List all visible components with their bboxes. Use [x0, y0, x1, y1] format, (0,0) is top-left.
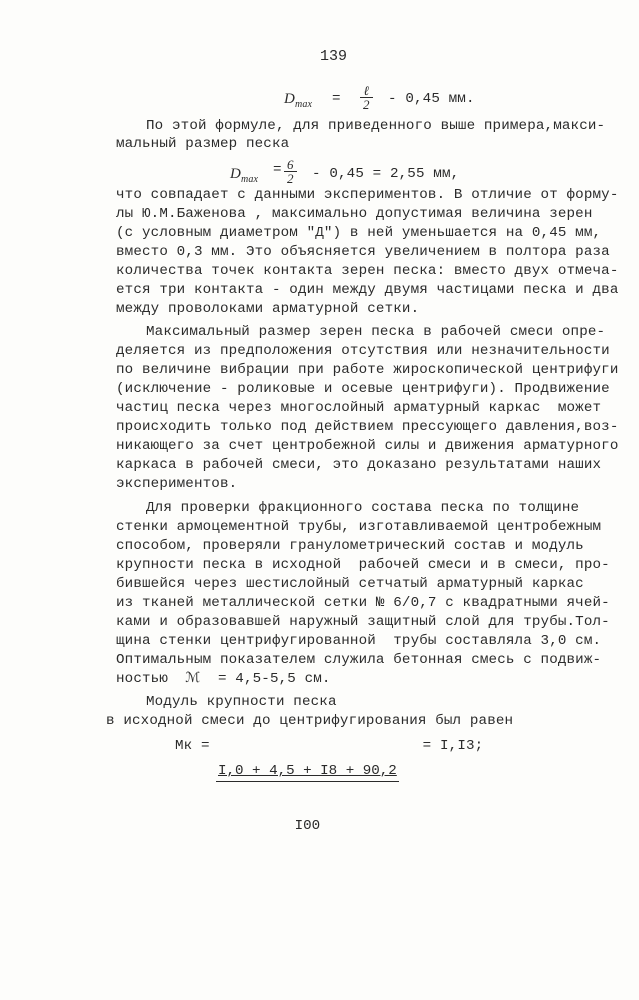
formula2-fraction: $\frac{6}{2}$ — [284, 158, 297, 185]
formula2-eq: = — [273, 162, 282, 178]
formula3-denominator: I00 — [294, 818, 321, 834]
para3-line-9: экспериментов. — [116, 476, 238, 492]
para5-line-1: Модуль крупности песка — [146, 694, 337, 710]
para2-line-4: вместо 0,3 мм. Это объясняется увеличением в полтора раза — [116, 244, 610, 260]
para4-line-7: ками и образовавшей наружный защитный слой для трубы.Тол- — [116, 614, 610, 630]
para2-line-6: ется три контакта - один между двумя частицами песка и два — [116, 282, 619, 298]
para3-line-7: никающего за счет центробежной силы и движения арматурного — [116, 438, 619, 454]
para1-line-1: По этой формуле, для приведенного выше примера,макси- — [146, 118, 606, 134]
para4-line-6: из тканей металлической сетки № 6/0,7 с квадратными ячей- — [116, 595, 610, 611]
formula2-lhs: $D_{max}$ — [230, 166, 259, 185]
para3-line-4: (исключение - роликовые и осевые центрифуги). Продвижение — [116, 381, 610, 397]
formula1-fraction: ℓ 2 — [360, 84, 373, 111]
para4-line-5: бившейся через шестислойный сетчатый арматурный каркас — [116, 576, 584, 592]
formula3-lhs: Мк = — [175, 738, 219, 754]
para3-line-1: Максимальный размер зерен песка в рабочей смеси опре- — [146, 324, 606, 340]
para2-line-5: количества точек контакта зерен песка: вместо двух отмеча- — [116, 263, 619, 279]
para3-line-3: по величине вибрации при работе жироскопической центрифуги — [116, 362, 619, 378]
para4-line-1: Для проверки фракционного состава песка по толщине — [146, 500, 580, 516]
para3-line-8: каркаса в рабочей смеси, это доказано результатами наших — [116, 457, 602, 473]
formula3-fraction — [216, 729, 399, 869]
para4-line-10: ностью ℳ = 4,5-5,5 см. — [116, 671, 331, 687]
formula3-numerator: I,0 + 4,5 + I8 + 90,2 — [216, 763, 399, 782]
para4-line-9: Оптимальным показателем служила бетонная смесь с подвиж- — [116, 652, 602, 668]
formula1-lhs: $D_{max}$ — [284, 91, 313, 110]
para3-line-6: происходить только под действием прессующего давления,воз- — [116, 419, 619, 435]
formula1-eq: = — [332, 91, 341, 107]
para3-line-2: деляется из предположения отсутствия или незначительности — [116, 343, 610, 359]
para2-line-7: между проволоками арматурной сетки. — [116, 301, 420, 317]
page-number: 139 — [320, 48, 348, 65]
para4-line-4: крупности песка в исходной рабочей смеси и в смеси, про- — [116, 557, 610, 573]
para1-line-2: мальный размер песка — [116, 136, 290, 152]
para5-line-2: в исходной смеси до центрифугирования был равен — [106, 713, 514, 729]
para2-line-2: лы Ю.М.Баженова , максимально допустимая величина зерен — [116, 206, 593, 222]
para2-line-1: что совпадает с данными экспериментов. В отличие от форму- — [116, 187, 619, 203]
para4-line-2: стенки армоцементной трубы, изготавливаемой центробежным — [116, 519, 602, 535]
para4-line-3: способом, проверяли гранулометрический состав и модуль — [116, 538, 584, 554]
para2-line-3: (с условным диаметром "Д") в ней уменьшается на 0,45 мм, — [116, 225, 602, 241]
para3-line-5: частиц песка через многослойный арматурный каркас может — [116, 400, 602, 416]
formula3-rest: = I,I3; — [414, 738, 484, 754]
para4-line-8: щина стенки центрифугированной трубы составляла 3,0 см. — [116, 633, 602, 649]
formula2-rest: - 0,45 = 2,55 мм, — [312, 166, 460, 182]
formula1-rest: - 0,45 мм. — [388, 91, 475, 107]
